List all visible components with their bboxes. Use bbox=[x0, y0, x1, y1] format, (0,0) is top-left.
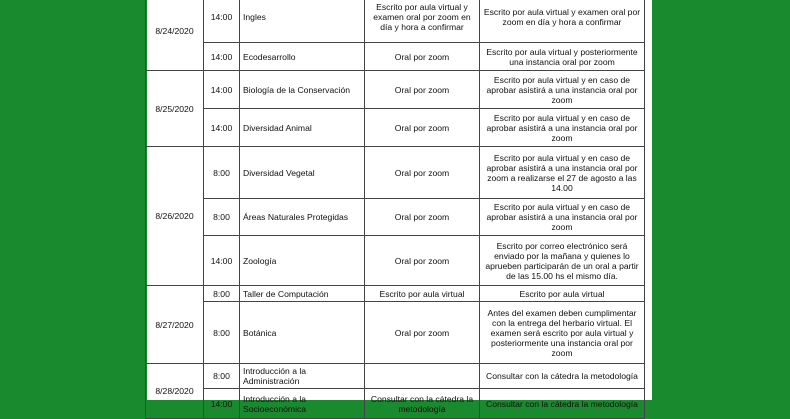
exam-time: 8:00 bbox=[204, 286, 240, 302]
subject-name: Ecodesarrollo bbox=[240, 43, 365, 71]
exam-time: 8:00 bbox=[204, 364, 240, 389]
exam-modality-alt: Escrito por aula virtual y examen oral por zoom en día y hora a confirmar bbox=[480, 0, 645, 43]
schedule-sheet bbox=[147, 0, 652, 414]
table-row bbox=[146, 389, 645, 419]
exam-modality: Oral por zoom bbox=[365, 302, 480, 364]
exam-modality: Oral por zoom bbox=[365, 43, 480, 71]
exam-modality-alt: Escrito por aula virtual bbox=[480, 286, 645, 302]
exam-date: 8/25/2020 bbox=[146, 71, 204, 147]
subject-name: Botánica bbox=[240, 302, 365, 364]
exam-modality: Oral por zoom bbox=[365, 147, 480, 199]
table-row bbox=[146, 236, 645, 286]
subject-name: Taller de Computación bbox=[240, 286, 365, 302]
subject-name: Ingles bbox=[240, 0, 365, 43]
exam-modality: Oral por zoom bbox=[365, 236, 480, 286]
exam-date: 8/26/2020 bbox=[146, 147, 204, 286]
exam-time: 14:00 bbox=[204, 236, 240, 286]
exam-time: 8:00 bbox=[204, 302, 240, 364]
subject-name: Biología de la Conservación bbox=[240, 71, 365, 109]
exam-date: 8/24/2020 bbox=[146, 0, 204, 71]
exam-time: 14:00 bbox=[204, 0, 240, 43]
exam-modality-alt: Escrito por aula virtual y en caso de aprobar asistirá a una instancia oral por zoom bbox=[480, 71, 645, 109]
exam-time: 8:00 bbox=[204, 199, 240, 236]
subject-name: Introducción a la Administración bbox=[240, 364, 365, 389]
exam-modality-alt: Escrito por aula virtual y en caso de aprobar asistirá a una instancia oral por zoom bbox=[480, 199, 645, 236]
table-row bbox=[146, 199, 645, 236]
exam-modality: Oral por zoom bbox=[365, 109, 480, 147]
table-row bbox=[146, 147, 645, 199]
exam-time: 14:00 bbox=[204, 109, 240, 147]
exam-modality-alt: Escrito por correo electrónico será enviado por la mañana y quienes lo aprueben participarán de un oral a partir de las 15.00 hs el mismo día. bbox=[480, 236, 645, 286]
exam-modality: Oral por zoom bbox=[365, 71, 480, 109]
exam-modality-alt: Consultar con la cátedra la metodología bbox=[480, 389, 645, 419]
table-row bbox=[146, 302, 645, 364]
exam-modality bbox=[365, 364, 480, 389]
exam-modality-alt: Consultar con la cátedra la metodología bbox=[480, 364, 645, 389]
table-row bbox=[146, 364, 645, 389]
subject-name: Introducción a la Socioeconómica bbox=[240, 389, 365, 419]
subject-name: Áreas Naturales Protegidas bbox=[240, 199, 365, 236]
exam-time: 14:00 bbox=[204, 71, 240, 109]
exam-modality: Oral por zoom bbox=[365, 199, 480, 236]
subject-name: Zoología bbox=[240, 236, 365, 286]
exam-modality-alt: Antes del examen deben cumplimentar con la entrega del herbario virtual. El examen será escrito por aula virtual y posteriormente una instancia oral por zoom bbox=[480, 302, 645, 364]
exam-time: 14:00 bbox=[204, 389, 240, 419]
subject-name: Diversidad Vegetal bbox=[240, 147, 365, 199]
exam-modality-alt: Escrito por aula virtual y en caso de aprobar asistirá a una instancia oral por zoom bbox=[480, 109, 645, 147]
exam-time: 8:00 bbox=[204, 147, 240, 199]
exam-modality-alt: Escrito por aula virtual y posteriormente una instancia oral por zoom bbox=[480, 43, 645, 71]
table-row bbox=[146, 71, 645, 109]
exam-modality: Consultar con la cátedra la metodología bbox=[365, 389, 480, 419]
exam-time: 14:00 bbox=[204, 43, 240, 71]
table-row bbox=[146, 43, 645, 71]
exam-modality: Escrito por aula virtual y examen oral por zoom en día y hora a confirmar bbox=[365, 0, 480, 43]
exam-modality-alt: Escrito por aula virtual y en caso de aprobar asistirá a una instancia oral por zoom a realizarse el 27 de agosto a las 14.00 bbox=[480, 147, 645, 199]
table-row bbox=[146, 286, 645, 302]
exam-date: 8/28/2020 bbox=[146, 364, 204, 419]
exam-schedule-table bbox=[145, 0, 645, 419]
table-row bbox=[146, 109, 645, 147]
exam-date: 8/27/2020 bbox=[146, 286, 204, 364]
exam-modality: Escrito por aula virtual bbox=[365, 286, 480, 302]
table-row bbox=[146, 0, 645, 43]
subject-name: Diversidad Animal bbox=[240, 109, 365, 147]
